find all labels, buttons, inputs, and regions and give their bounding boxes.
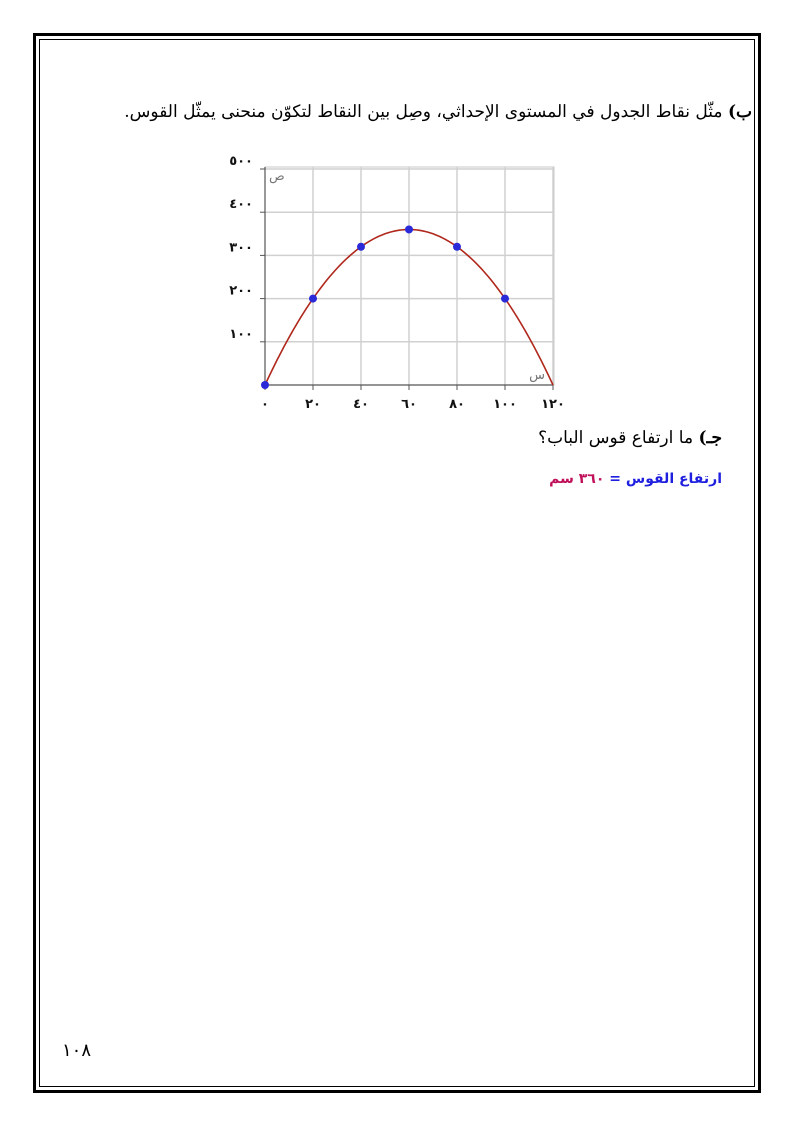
x-tick-label: ٢٠ (305, 397, 321, 412)
data-point (309, 295, 317, 303)
y-tick-label: ١٠٠ (229, 326, 253, 342)
question-b (124, 102, 752, 122)
y-tick-label: ٣٠٠ (229, 240, 253, 256)
question-c-text: ما ارتفاع قوس الباب؟ (538, 428, 694, 448)
answer-label: ارتفاع القوس = (609, 471, 722, 487)
y-tick-label: ٢٠٠ (229, 283, 253, 299)
question-c (538, 428, 722, 448)
data-point (357, 243, 365, 251)
x-tick-label: ٤٠ (353, 397, 369, 412)
page-number: ١٠٨ (62, 1040, 92, 1061)
answer-value: ٣٦٠ سم (549, 471, 605, 487)
coordinate-plane-chart (200, 152, 580, 422)
y-axis-label: ص (269, 169, 285, 184)
data-point (453, 243, 461, 251)
x-tick-label: ٠ (261, 397, 269, 412)
x-tick-label: ١٢٠ (541, 397, 565, 412)
y-tick-label: ٤٠٠ (229, 197, 253, 213)
answer-line (549, 471, 722, 487)
y-tick-label: ٥٠٠ (229, 154, 253, 169)
x-axis-label: س (529, 368, 545, 383)
x-tick-label: ١٠٠ (493, 397, 517, 412)
question-b-text: مثّل نقاط الجدول في المستوى الإحداثي، وصِل بين النقاط لتكوّن منحنى يمثّل القوس. (124, 102, 723, 122)
x-tick-label: ٦٠ (401, 397, 417, 412)
data-point (261, 381, 269, 389)
data-point (501, 295, 509, 303)
question-c-label: جـ) (698, 428, 722, 448)
x-tick-label: ٨٠ (449, 397, 465, 412)
data-point (405, 225, 413, 233)
question-b-label: ب) (727, 102, 752, 122)
